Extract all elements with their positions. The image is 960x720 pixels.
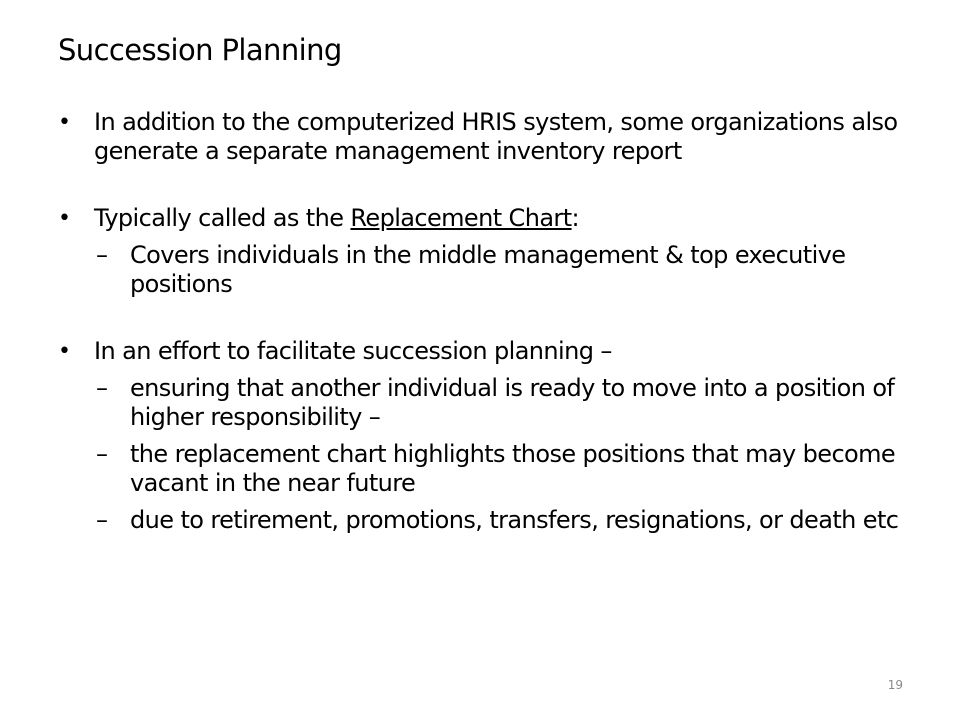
replacement-chart-term: Replacement Chart [350,204,572,232]
sub-bullet-item [58,374,918,432]
bullet-text-prefix: Typically called as the [94,204,351,232]
bullet-text-suffix: : [571,204,580,232]
dash-icon: – [96,374,108,402]
sub-bullet-text: the replacement chart highlights those positions that may become vacant in the near future [130,440,896,497]
sub-bullet-text: Covers individuals in the middle management & top executive positions [130,241,846,298]
bullet-item [58,108,918,166]
bullet-item [58,337,918,535]
bullet-text: In addition to the computerized HRIS system, some organizations also generate a separate management inventory report [94,108,898,165]
sub-bullet-item [58,440,918,498]
slide-body [58,108,918,535]
sub-bullet-text: ensuring that another individual is ready to move into a position of higher responsibility – [130,374,895,431]
dash-icon: – [96,440,108,468]
dash-icon: – [96,241,108,269]
bullet-icon: • [58,206,71,231]
sub-bullet-item [58,506,918,535]
bullet-text: In an effort to facilitate succession planning – [94,337,612,365]
slide-title: Succession Planning [58,33,342,67]
sub-bullet-item [58,241,918,299]
bullet-icon: • [58,110,71,135]
dash-icon: – [96,506,108,534]
page-number: 19 [887,678,903,692]
bullet-icon: • [58,339,71,364]
bullet-item [58,204,918,299]
sub-bullet-text: due to retirement, promotions, transfers, resignations, or death etc [130,506,899,534]
